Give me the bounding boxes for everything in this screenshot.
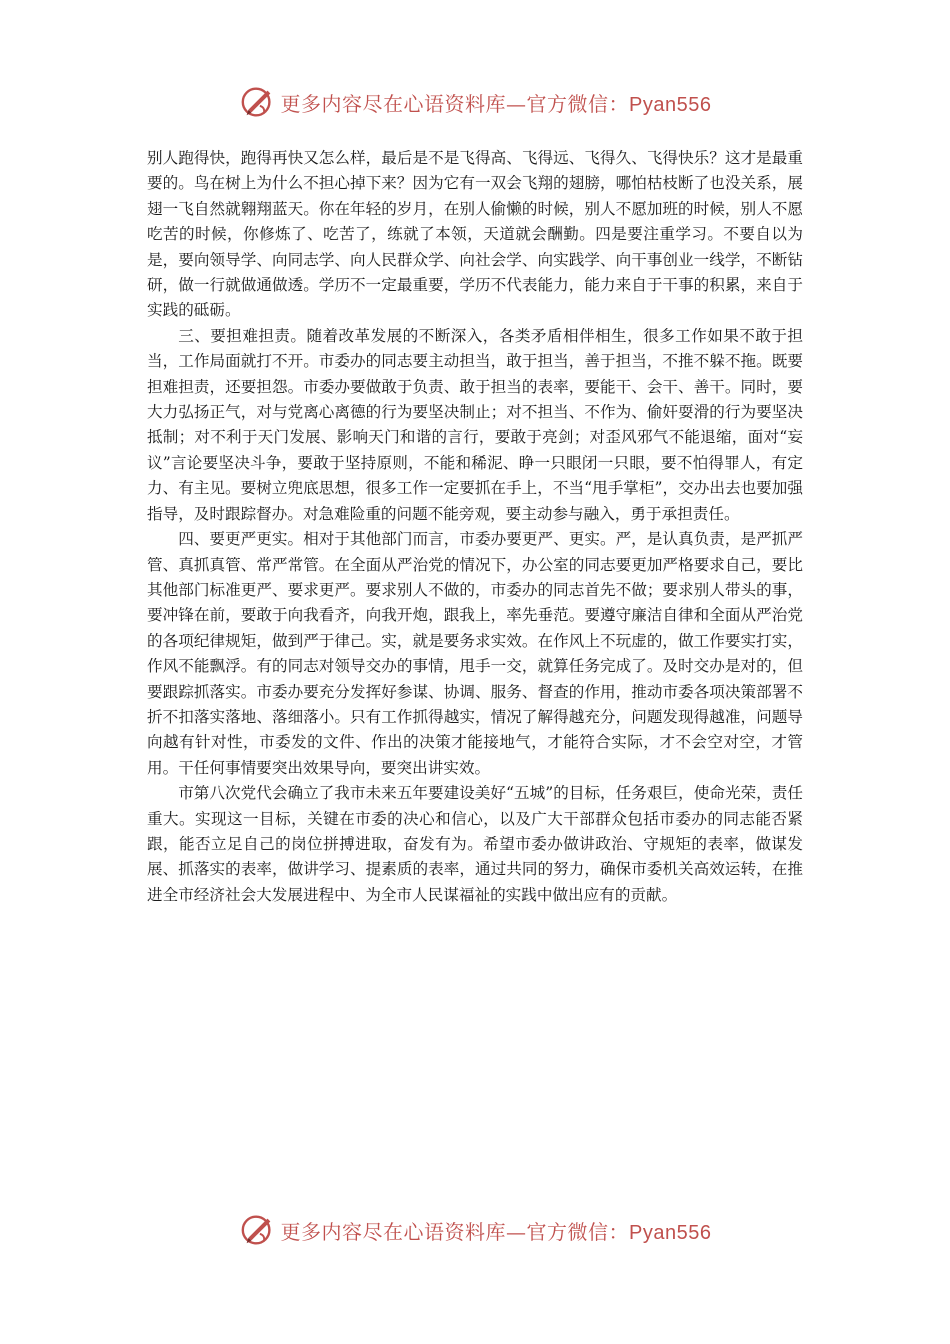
- header-banner: [0, 80, 950, 124]
- paragraph-section-three: 三、要担难担责。随着改革发展的不断深入，各类矛盾相伴相生，很多工作如果不敢于担当，工作局面就打不开。市委办的同志要主动担当，敢于担当，善于担当，不推不躲不拖。既要担难担责，还要担怨。市委办要做敢于负责、敢于担当的表率，要能干、会干、善干。同时，要大力弘扬正气，对与党离心离德的行为要坚决制止；对不担当、不作为、偷奸耍滑的行为要坚决抵制；对不利于天门发展、影响天门和谐的言行，要敢于亮剑；对歪风邪气不能退缩，面对“妄议”言论要坚决斗争，要敢于坚持原则，不能和稀泥、睁一只眼闭一只眼，要不怕得罪人，有定力、有主见。要树立兜底思想，很多工作一定要抓在手上，不当“甩手掌柜”，交办出去也要加强指导，及时跟踪督办。对急难险重的问题不能旁观，要主动参与融入，勇于承担责任。: [147, 326, 803, 523]
- footer-banner: [0, 1208, 950, 1252]
- pen-logo-icon: [239, 83, 277, 121]
- footer-banner-text: 更多内容尽在心语资料库—官方微信：Pyan556: [280, 1219, 712, 1244]
- paragraph-conclusion: 市第八次党代会确立了我市未来五年要建设美好“五城”的目标，任务艰巨，使命光荣，责任重大。实现这一目标，关键在市委的决心和信心，以及广大干部群众包括市委办的同志能否紧跟，能否立足自己的岗位拼搏进取，奋发有为。希望市委办做讲政治、守规矩的表率，做谋发展、抓落实的表率，做讲学习、提素质的表率，通过共同的努力，确保市委机关高效运转，在推进全市经济社会大发展进程中、为全市人民谋福祉的实践中做出应有的贡献。: [147, 784, 803, 904]
- footer-wechat-id: Pyan556: [629, 1221, 712, 1244]
- paragraph-section-four: 四、要更严更实。相对于其他部门而言，市委办要更严、更实。严，是认真负责，是严抓严管、真抓真管、常严常管。在全面从严治党的情况下，办公室的同志要更加严格要求自己，要比其他部门标准更严、要求更严。要求别人不做的，市委办的同志首先不做；要求别人带头的事，要冲锋在前，要敢于向我看齐，向我开炮，跟我上，率先垂范。要遵守廉洁自律和全面从严治党的各项纪律规矩，做到严于律己。实，就是要务求实效。在作风上不玩虚的，做工作要实打实，作风不能飘浮。有的同志对领导交办的事情，甩手一交，就算任务完成了。及时交办是对的，但要跟踪抓落实。市委办要充分发挥好参谋、协调、服务、督查的作用，推动市委各项决策部署不折不扣落实落地、落细落小。只有工作抓得越实，情况了解得越充分，问题发现得越准，问题导向越有针对性，市委发的文件、作出的决策才能接地气，才能符合实际，才不会空对空，才管用。干任何事情要突出效果导向，要突出讲实效。: [147, 530, 803, 777]
- header-banner-text: 更多内容尽在心语资料库—官方微信：Pyan556: [280, 91, 712, 116]
- header-wechat-id: Pyan556: [629, 93, 712, 116]
- paragraph-continuation: 别人跑得快，跑得再快又怎么样，最后是不是飞得高、飞得远、飞得久、飞得快乐？这才是最重要的。鸟在树上为什么不担心掉下来？因为它有一双会飞翔的翅膀，哪怕枯枝断了也没关系，展翅一飞自然就翱翔蓝天。你在年轻的岁月，在别人偷懒的时候，别人不愿加班的时候，别人不愿吃苦的时候，你修炼了、吃苦了，练就了本领，天道就会酬勤。四是要注重学习。不要自以为是，要向领导学、向同志学、向人民群众学、向社会学、向实践学、向干事创业一线学，不断钻研，做一行就做通做透。学历不一定最重要，学历不代表能力，能力来自于干事的积累，来自于实践的砥砺。: [147, 149, 803, 320]
- document-body: [147, 146, 803, 908]
- pen-logo-icon: [239, 1211, 277, 1249]
